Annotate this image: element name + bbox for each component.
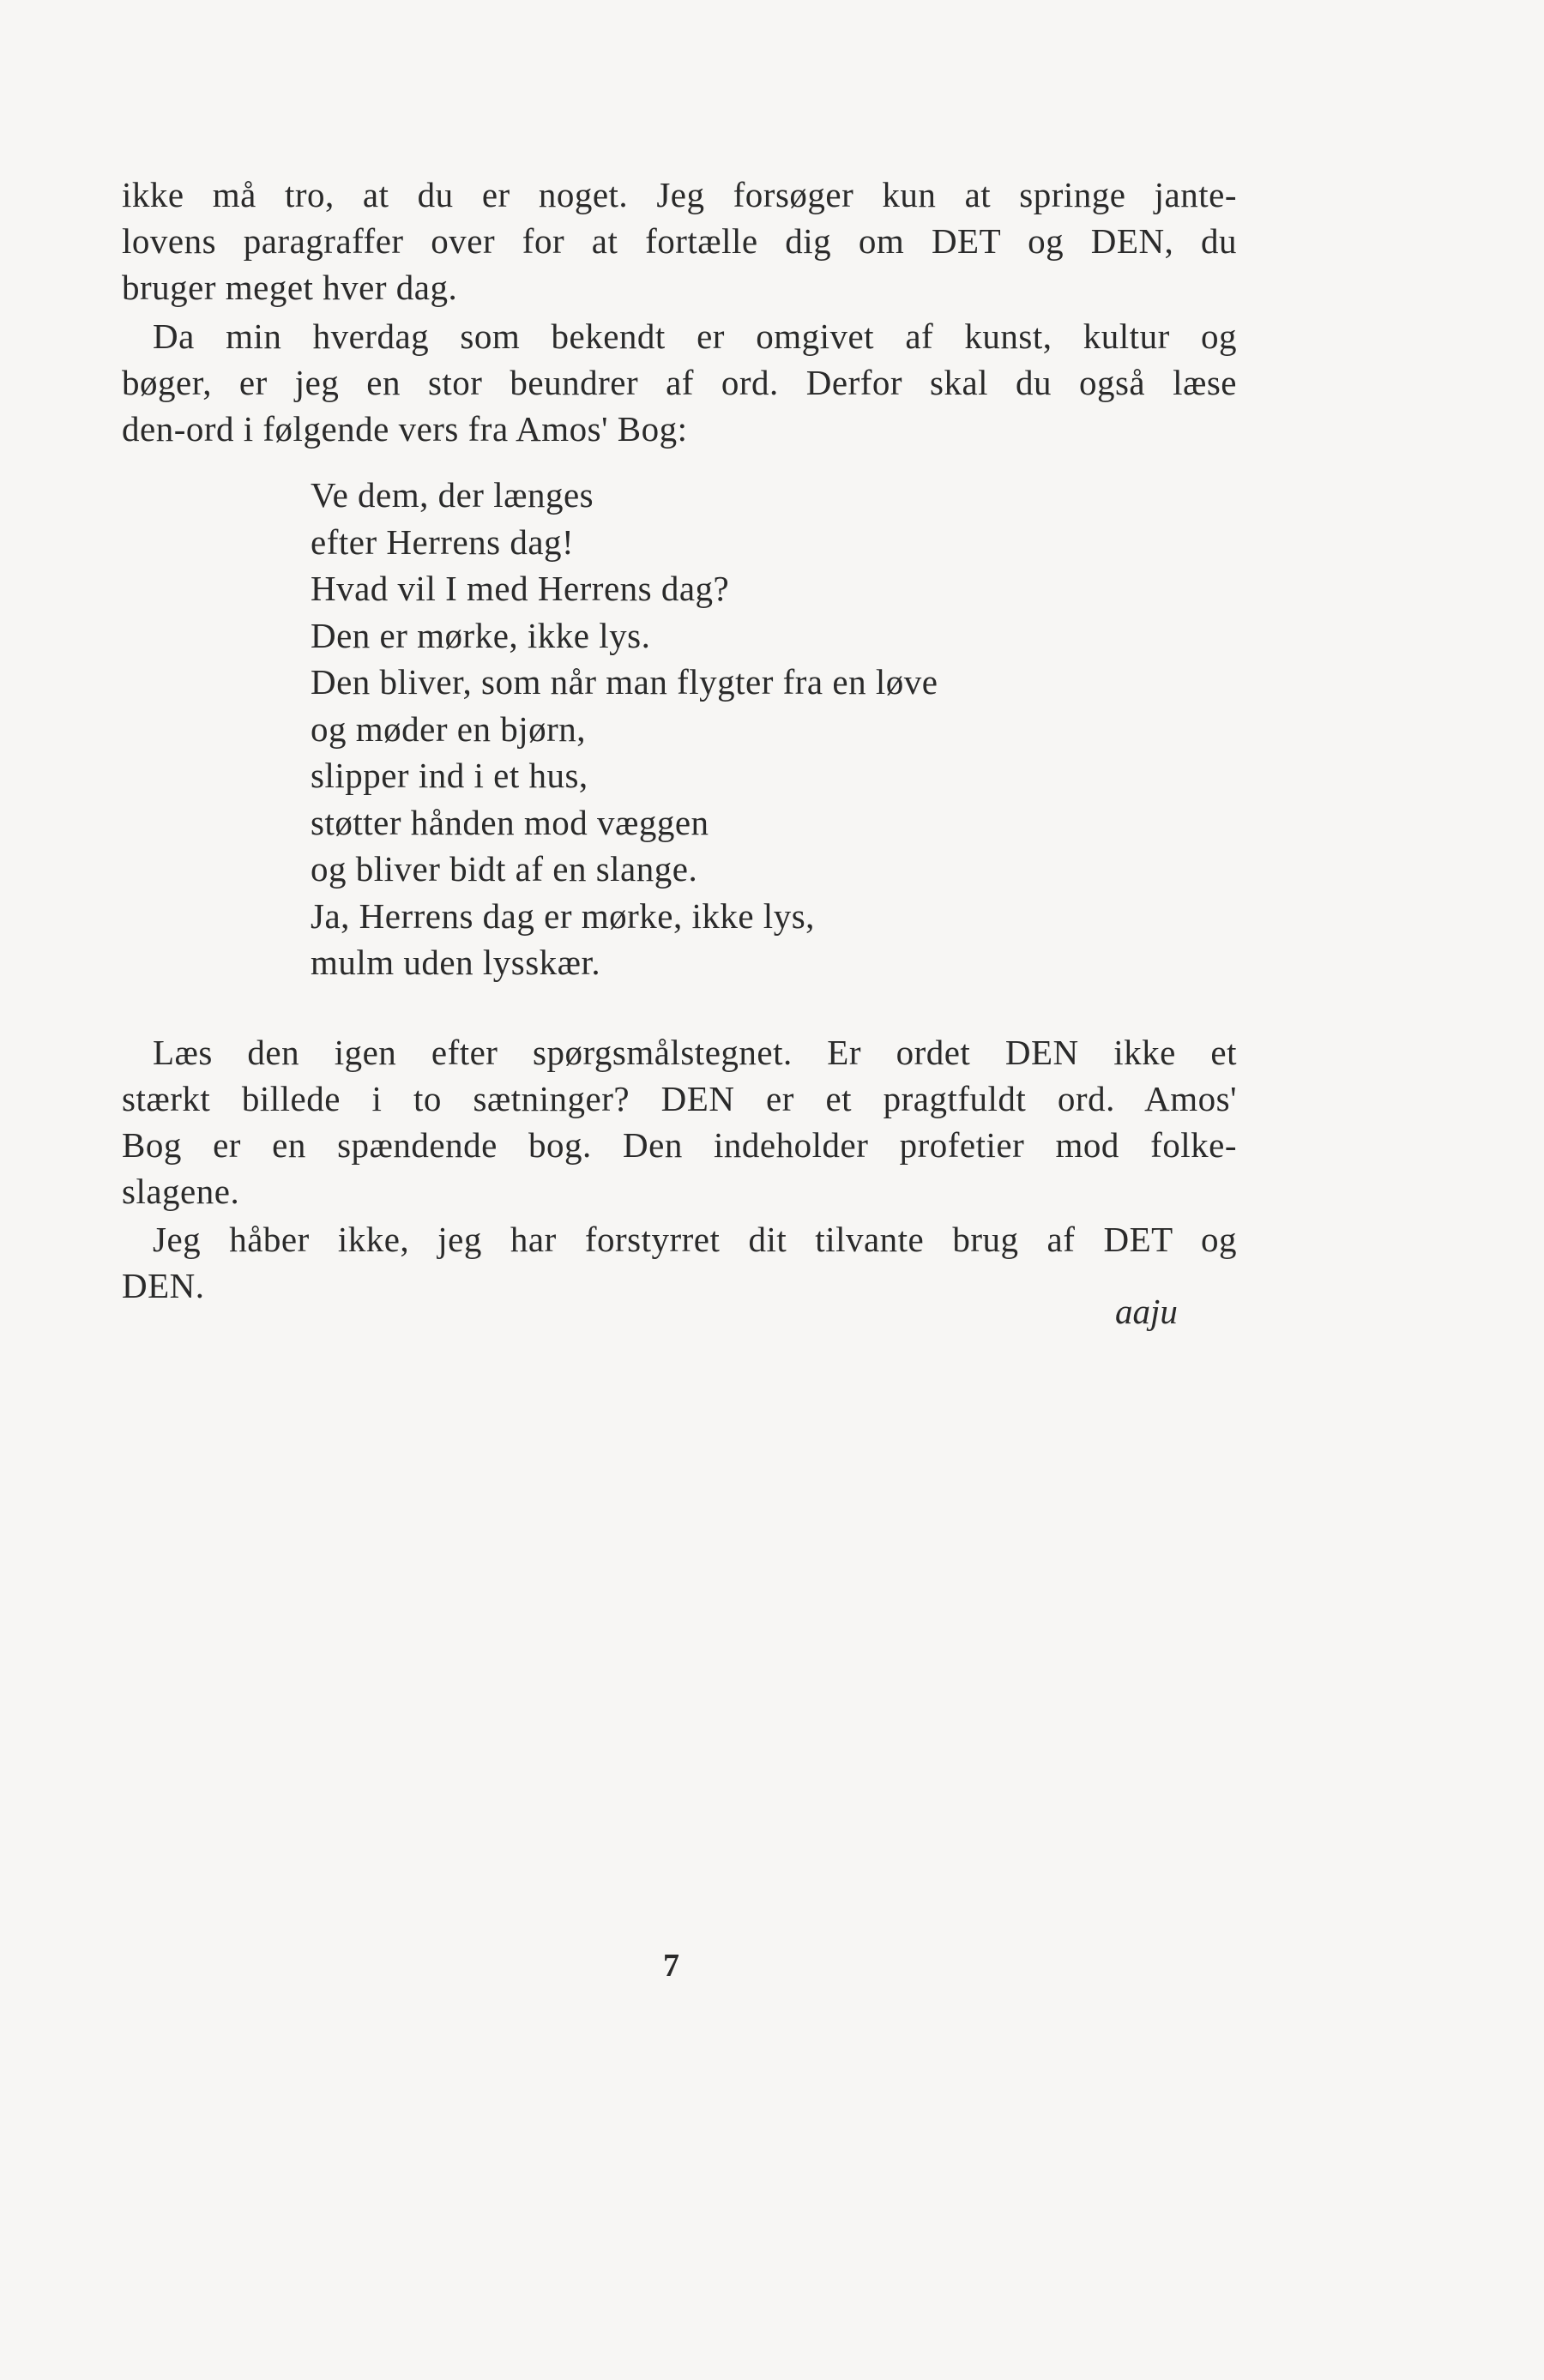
paragraph-line: Da min hverdag som bekendt er omgivet af kunst, kultur og [153, 316, 1237, 356]
author-signature: aaju [1115, 1292, 1178, 1331]
paragraph-line: ikke må tro, at du er noget. Jeg forsøger kun at springe jante- [122, 175, 1237, 214]
paragraph-line: slagene. [122, 1172, 240, 1211]
poem-line: Den bliver, som når man flygter fra en løve [311, 662, 938, 702]
paragraph-4 [122, 1216, 1237, 1309]
paragraph-3 [122, 1029, 1237, 1214]
paragraph-line: DEN. [122, 1266, 205, 1305]
paragraph-line: bruger meget hver dag. [122, 268, 458, 307]
paragraph-line: bøger, er jeg en stor beundrer af ord. Derfor skal du også læse [122, 363, 1237, 402]
poem-line: støtter hånden mod væggen [311, 802, 709, 842]
poem-line: Den er mørke, ikke lys. [311, 615, 651, 655]
paragraph-2 [122, 313, 1237, 452]
paragraph-line: lovens paragraffer over for at fortælle dig om DET og DEN, du [122, 221, 1237, 261]
poem-line: Ve dem, der længes [311, 475, 594, 515]
page-number: 7 [663, 1948, 679, 1984]
poem-line: efter Herrens dag! [311, 521, 575, 562]
poem-line: og bliver bidt af en slange. [311, 849, 698, 889]
poem-line: og møder en bjørn, [311, 708, 586, 749]
poem-line: mulm uden lysskær. [311, 943, 601, 982]
poem-line: Ja, Herrens dag er mørke, ikke lys, [311, 895, 815, 936]
poem-line: Hvad vil I med Herrens dag? [311, 569, 730, 608]
paragraph-line: Jeg håber ikke, jeg har forstyrret dit tilvante brug af DET og [153, 1220, 1237, 1259]
paragraph-line: Bog er en spændende bog. Den indeholder profetier mod folke- [122, 1125, 1237, 1165]
paragraph-line: Læs den igen efter spørgsmålstegnet. Er ordet DEN ikke et [153, 1033, 1237, 1072]
poem-line: slipper ind i et hus, [311, 756, 588, 795]
paragraph-line: den-ord i følgende vers fra Amos' Bog: [122, 409, 688, 449]
poem-verse [311, 472, 1168, 986]
paragraph-line: stærkt billede i to sætninger? DEN er et pragtfuldt ord. Amos' [122, 1079, 1237, 1118]
paragraph-1 [122, 172, 1237, 310]
